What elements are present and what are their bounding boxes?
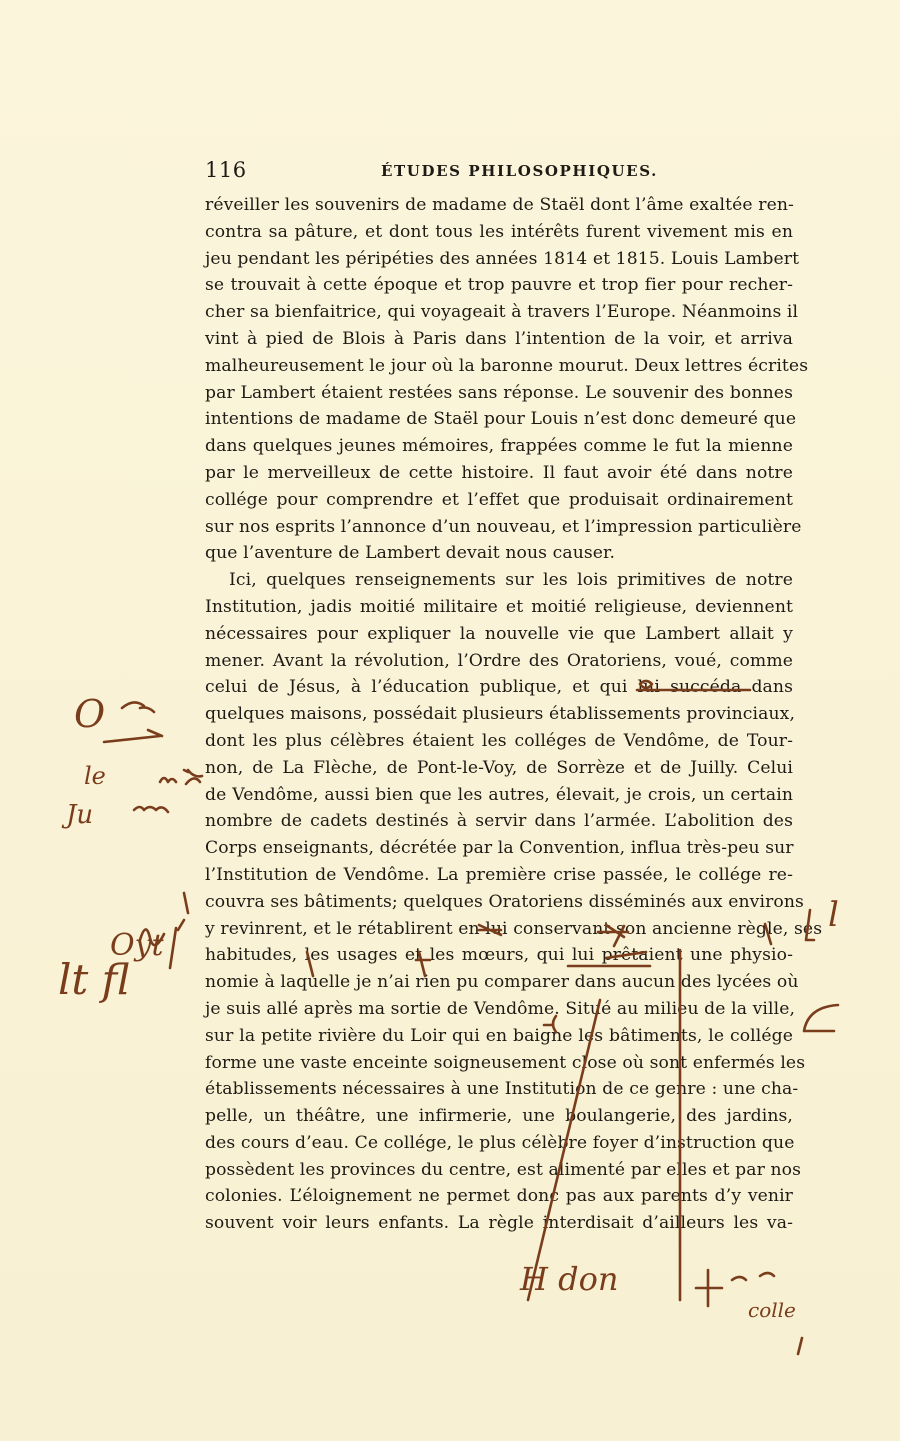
margin-note: Ju — [66, 800, 94, 830]
margin-note: lt fl — [58, 955, 130, 1004]
text-line: des cours d’eau. Ce collége, le plus célèbre foyer d’instruction que — [205, 1132, 795, 1153]
text-line: réveiller les souvenirs de madame de Staël dont l’âme exaltée ren- — [205, 195, 794, 215]
margin-stroke — [170, 928, 176, 968]
text-line: par Lambert étaient restées sans réponse. Le souvenir des bonnes — [205, 382, 793, 403]
text-line: malheureusement le jour où la baronne mourut. Deux lettres écrites — [205, 355, 809, 376]
insert-mark — [544, 1016, 556, 1032]
text-line: y revinrent, et le rétablirent en lui conservant son ancienne règle, ses — [205, 918, 823, 939]
text-line: nomie à laquelle je n’ai rien pu comparer dans aucun des lycées où — [205, 972, 799, 993]
text-line: non, de La Flèche, de Pont-le-Voy, de Sorrèze et de Juilly. Celui — [205, 757, 793, 778]
text-line: jeu pendant les péripéties des années 1814 et 1815. Louis Lambert — [205, 248, 800, 269]
margin-stroke — [188, 770, 202, 776]
text-line: nombre de cadets destinés à servir dans l’armée. L’abolition des — [205, 811, 793, 832]
margin-note: Oyt — [110, 928, 164, 963]
text-line: que l’aventure de Lambert devait nous causer. — [205, 543, 616, 564]
text-line: dans quelques jeunes mémoires, frappées comme le fut la mienne — [205, 436, 793, 457]
text-line: de Vendôme, aussi bien que les autres, élevait, je crois, un certain — [205, 784, 793, 805]
text-line: Ici, quelques renseignements sur les lois primitives de notre — [229, 570, 793, 591]
text-line: habitudes, les usages et les mœurs, qui lui prêtaient une physio- — [205, 945, 793, 966]
text-line: par le merveilleux de cette histoire. Il faut avoir été dans notre — [205, 462, 793, 483]
text-line: pelle, un théâtre, une infirmerie, une boulangerie, des jardins, — [205, 1106, 793, 1127]
strike-mark — [479, 925, 501, 935]
insert-mark — [640, 681, 652, 688]
margin-note: H don — [520, 1260, 619, 1298]
text-line: intentions de madame de Staël pour Louis n’est donc demeuré que — [205, 409, 797, 430]
margin-stroke — [806, 910, 814, 940]
running-head: ÉTUDES PHILOSOPHIQUES. — [381, 162, 658, 180]
strike-mark — [765, 924, 771, 944]
strike-mark — [307, 952, 313, 976]
text-line: colonies. L’éloignement ne permet donc pas aux parents d’y venir — [205, 1186, 793, 1207]
text-line: nécessaires pour expliquer la nouvelle vie que Lambert allait y — [205, 623, 793, 644]
text-line: celui de Jésus, à l’éducation publique, et qui lui succéda dans — [205, 677, 793, 698]
text-line: contra sa pâture, et dont tous les intérêts furent vivement mis en — [205, 221, 793, 242]
margin-stroke — [696, 1270, 722, 1306]
margin-stroke — [804, 1005, 838, 1031]
margin-note: O — [74, 692, 106, 736]
text-line: je suis allé après ma sortie de Vendôme. Situé au milieu de la ville, — [205, 998, 796, 1019]
text-line: cher sa bienfaitrice, qui voyageait à travers l’Europe. Néanmoins il — [205, 302, 799, 323]
margin-stroke — [122, 702, 154, 712]
text-line: établissements nécessaires à une Institution de ce genre : une cha- — [205, 1079, 799, 1100]
margin-stroke — [178, 893, 188, 930]
margin-stroke — [140, 929, 164, 945]
text-line: collége pour comprendre et l’effet que produisait ordinairement — [205, 489, 793, 510]
margin-note: l — [828, 895, 839, 935]
page-number: 116 — [205, 158, 247, 182]
margin-stroke — [732, 1273, 774, 1280]
text-line: sur nos esprits l’annonce d’un nouveau, et l’impression particulière — [205, 516, 802, 537]
margin-stroke — [798, 1338, 802, 1354]
text-line: quelques maisons, possédait plusieurs établissements provinciaux, — [205, 704, 796, 725]
text-line: sur la petite rivière du Loir qui en baigne les bâtiments, le collége — [205, 1025, 793, 1046]
margin-stroke — [186, 778, 200, 784]
strike-mark — [416, 952, 430, 976]
text-line: se trouvait à cette époque et trop pauvre et trop fier pour recher- — [205, 275, 793, 296]
text-line: souvent voir leurs enfants. La règle interdisait d’ailleurs les va- — [205, 1213, 793, 1234]
margin-stroke — [160, 770, 188, 782]
text-line: mener. Avant la révolution, l’Ordre des Oratoriens, voué, comme — [205, 650, 793, 671]
margin-note: le — [84, 762, 106, 790]
text-line: vint à pied de Blois à Paris dans l’intention de la voir, et arriva — [205, 328, 793, 349]
text-line: forme une vaste enceinte soigneusement close où sont enfermés les — [205, 1052, 806, 1073]
margin-stroke — [104, 730, 162, 742]
text-line: l’Institution de Vendôme. La première crise passée, le collége re- — [205, 864, 793, 885]
text-line: couvra ses bâtiments; quelques Oratoriens disséminés aux environs — [205, 891, 804, 912]
text-line: Corps enseignants, décrétée par la Convention, influa très-peu sur — [205, 838, 794, 859]
text-line: possèdent les provinces du centre, est alimenté par elles et par nos — [205, 1159, 802, 1180]
text-line: dont les plus célèbres étaient les colléges de Vendôme, de Tour- — [205, 730, 793, 751]
strike-mark — [606, 952, 646, 958]
text-line: Institution, jadis moitié militaire et moitié religieuse, deviennent — [205, 596, 793, 617]
margin-note: colle — [748, 1298, 796, 1322]
column-bar — [528, 1000, 600, 1300]
margin-stroke — [134, 807, 168, 812]
